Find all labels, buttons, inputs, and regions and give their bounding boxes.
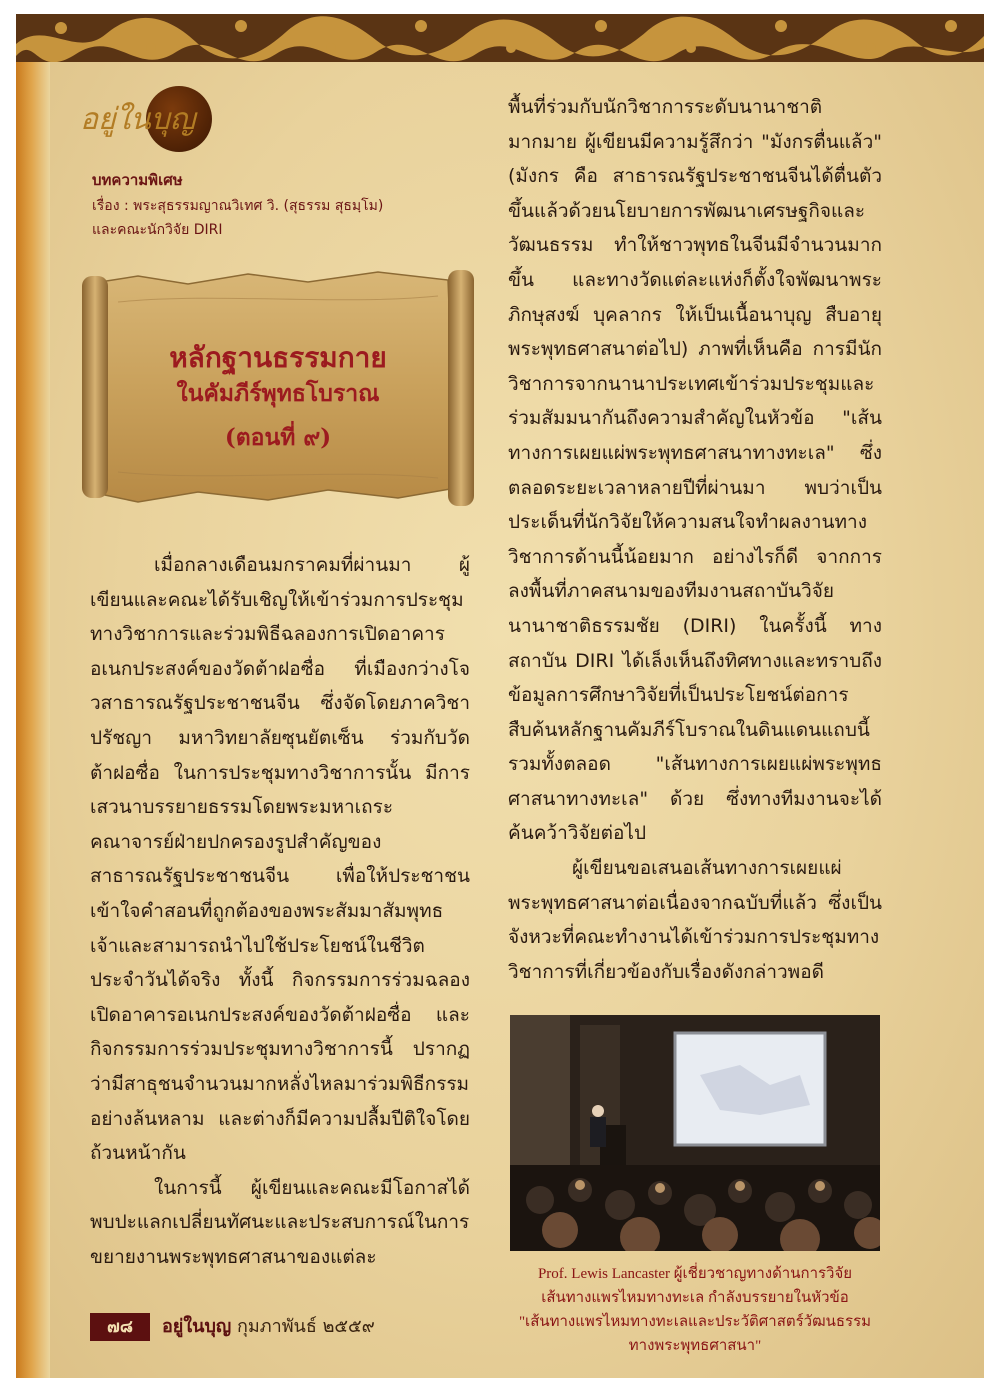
paragraph: ผู้เขียนขอเสนอเส้นทางการเผยแผ่พระพุทธศาสนาต่อเนื่องจากฉบับที่แล้ว ซึ่งเป็นจังหวะที่คณะทำงานได้เข้าร่วมการประชุมทางวิชาการที่เกี่ยวข้องกับเรื่องดังกล่าวพอดี	[508, 857, 882, 983]
article-title: หลักฐานธรรมกาย	[169, 341, 387, 374]
ornamental-banner	[16, 14, 984, 62]
paragraph: ในการนี้ ผู้เขียนและคณะมีโอกาสได้พบปะแลกเปลี่ยนทัศนะและประสบการณ์ในการขยายงานพระพุทธศาสนาของแต่ละ	[90, 1176, 470, 1268]
column-right	[508, 90, 882, 989]
caption-line: ทางพระพุทธศาสนา"	[628, 1338, 762, 1354]
caption-line: "เส้นทางแพรไหมทางทะเลและประวัติศาสตร์วัฒนธรรม	[518, 1314, 872, 1330]
paragraph: พื้นที่ร่วมกับนักวิชาการระดับนานาชาติมากมาย ผู้เขียนมีความรู้สึกว่า "มังกรตื่นแล้ว" (มังกร คือ สาธารณรัฐประชาชนจีนได้ตื่นตัวขึ้นแล้วด้วยนโยบายการพัฒนาเศรษฐกิจและวัฒนธรรม ทำให้ชาวพุทธในจีนมีจำนวนมากขึ้น และทางวัดแต่ละแห่งก็ตั้งใจพัฒนาพระภิกษุสงฆ์ บุคลากร ให้เป็นเนื้อนาบุญ สืบอายุพระพุทธศาสนาต่อไป) ภาพที่เห็นคือ การมีนักวิชาการจากนานาประเทศเข้าร่วมประชุมและร่วมสัมมนากันถึงความสำคัญในหัวข้อ "เส้นทางการเผยแผ่พระพุทธศาสนาทางทะเล" ซึ่งตลอดระยะเวลาหลายปีที่ผ่านมา พบว่าเป็นประเด็นที่นักวิจัยให้ความสนใจทำผลงานทางวิชาการด้านนี้น้อยมาก อย่างไรก็ดี จากการลงพื้นที่ภาคสนามของทีมงานสถาบันวิจัยนานาชาติธรรมชัย (DIRI) ในครั้งนี้ ทางสถาบัน DIRI ได้เล็งเห็นถึงทิศทางและทราบถึงข้อมูลการศึกษาวิจัยที่เป็นประโยชน์ต่อการสืบค้นหลักฐานคัมภีร์โบราณในดินแดนแถบนี้ รวมทั้งตลอด "เส้นทางการเผยแผ่พระพุทธศาสนาทางทะเล" ด้วย ซึ่งทางทีมงานจะได้ค้นคว้าวิจัยต่อไป	[508, 96, 882, 845]
caption-line: Prof. Lewis Lancaster ผู้เชี่ยวชาญทางด้านการวิจัย	[537, 1266, 853, 1282]
footer-issue	[162, 1313, 375, 1341]
article-subtitle: ในคัมภีร์พุทธโบราณ	[176, 380, 380, 407]
footer-date: กุมภาพันธ์ ๒๕๕๙	[236, 1316, 375, 1337]
magazine-logo	[80, 86, 230, 156]
byline-author: เรื่อง : พระสุธรรมญาณวิเทศ วิ. (สุธรรม สุธมฺโม)	[92, 198, 384, 214]
byline	[92, 194, 383, 242]
caption-line: เส้นทางแพรไหมทางทะเล กำลังบรรยายในหัวข้อ	[541, 1290, 849, 1306]
page-number: ๗๘	[90, 1313, 150, 1341]
section-kicker: บทความพิเศษ	[92, 171, 183, 189]
column-left	[90, 548, 470, 1274]
left-gold-border	[16, 62, 50, 1378]
article-part: (ตอนที่ ๙)	[224, 424, 332, 451]
footer-magazine: อยู่ในบุญ	[162, 1316, 232, 1337]
logo-text: อยู่ในบุญ	[80, 102, 196, 137]
photo-caption	[498, 1262, 892, 1358]
byline-team: และคณะนักวิจัย DIRI	[92, 222, 223, 238]
title-scroll	[78, 262, 478, 512]
conference-photo	[510, 1015, 880, 1251]
paragraph: เมื่อกลางเดือนมกราคมที่ผ่านมา ผู้เขียนและคณะได้รับเชิญให้เข้าร่วมการประชุมทางวิชาการและร่วมพิธีฉลองการเปิดอาคารอเนกประสงค์ของวัดต้าฝอซื่อ ที่เมืองกว่างโจวสาธารณรัฐประชาชนจีน ซึ่งจัดโดยภาควิชาปรัชญา มหาวิทยาลัยซุนยัตเซ็น ร่วมกับวัดต้าฝอซื่อ ในการประชุมทางวิชาการนั้น มีการเสวนาบรรยายธรรมโดยพระมหาเถระคณาจารย์ฝ่ายปกครองรูปสำคัญของสาธารณรัฐประชาชนจีน เพื่อให้ประชาชนเข้าใจคำสอนที่ถูกต้องของพระสัมมาสัมพุทธเจ้าและสามารถนำไปใช้ประโยชน์ในชีวิตประจำวันได้จริง ทั้งนี้ กิจกรรมการร่วมฉลองเปิดอาคารอเนกประสงค์ของวัดต้าฝอซื่อ และกิจกรรมการร่วมประชุมทางวิชาการนี้ ปรากฏว่ามีสาธุชนจำนวนมากหลั่งไหลมาร่วมพิธีกรรมอย่างล้นหลาม และต่างก็มีความปลื้มปีติใจโดยถ้วนหน้ากัน	[90, 554, 470, 1165]
